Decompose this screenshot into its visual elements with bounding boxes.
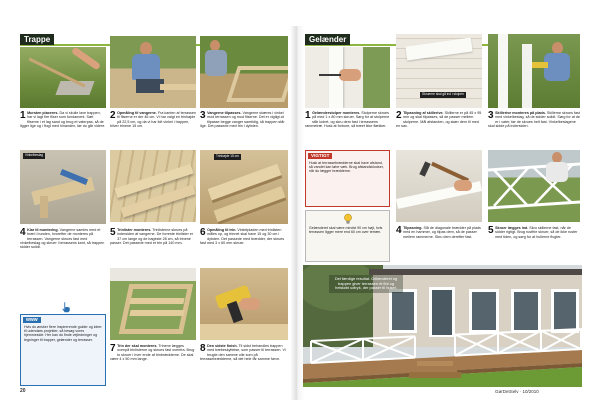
photo-step-3 xyxy=(200,36,288,108)
hand xyxy=(454,180,472,191)
step-title: Mursten placeres. xyxy=(27,111,59,115)
stair-tread xyxy=(129,310,184,316)
step-title: Tilpasning af skillerive. xyxy=(403,111,444,115)
step-number: 6 xyxy=(200,228,206,238)
photo-railing-step-2 xyxy=(396,34,482,108)
cursor-hand-svg xyxy=(60,301,72,313)
www-tag: www xyxy=(23,317,41,323)
step-title: Trin der skal monteres. xyxy=(117,344,158,348)
photo-railing-step-4 xyxy=(396,150,482,222)
www-text: Hvis du ønsker flere inspirerende guider og ideer til udendørs projekter, så besøg vores hjemmeside. Her kan du finde vejledninger og tegninger til trapper, gelænder og terrasser. xyxy=(24,325,102,342)
step-number: 2 xyxy=(396,111,402,121)
cursor-hand-icon xyxy=(60,300,72,312)
photo-finished-terrace xyxy=(303,265,582,387)
step-number: 3 xyxy=(488,111,494,121)
tip-box xyxy=(305,210,390,262)
photo-railing-step-1 xyxy=(305,47,390,108)
lightbulb-svg xyxy=(342,213,354,225)
step-number: 4 xyxy=(20,228,26,238)
caption-step-7 xyxy=(110,344,196,384)
step-body: Til sidst behandles trappen med træbeskyttelse, som passer til terrassen. Vi brugte den samme olie som på terrassebrædderne, så det hele får samme farve. xyxy=(200,344,286,361)
wood-board xyxy=(200,324,288,340)
photo-label: Trinhøjde 15 cm xyxy=(216,154,239,158)
step-title: Vangerne tilpasses. xyxy=(207,111,242,115)
step-number: 5 xyxy=(110,228,116,238)
right-page xyxy=(300,0,600,400)
step-body: Vangerne skæres i vinkel mod terrassen og mod fliserne. Det er vigtigt at tilpasse begge vanger samtidig, så trappen står lige. Det passede med trin i dybden. xyxy=(200,111,285,128)
stair-tread xyxy=(129,298,184,304)
stair-frame xyxy=(119,284,194,334)
step-title: Skillerive monteres på plads. xyxy=(495,111,546,115)
photo-step-1 xyxy=(20,47,106,108)
step-title: Den sidste finish. xyxy=(207,344,238,348)
photo-step-4 xyxy=(20,150,106,224)
step-title: Skruer lægges ind. xyxy=(495,226,529,230)
step-number: 7 xyxy=(110,344,116,354)
step-body: Vinkelpladen med trinlisten måles op, og trinnet skal have 15 og 30 cm i dybden. Det passede med brædder, der skrues fast med 3 x 60 mm skruer. xyxy=(200,228,285,245)
photo-label: Skruerne skal gå ind i stolpen xyxy=(422,92,464,96)
board xyxy=(160,84,196,90)
photo-railing-step-3 xyxy=(488,34,580,108)
caption-railing-step-4 xyxy=(396,226,482,262)
arm xyxy=(71,47,101,71)
step-number: 5 xyxy=(488,226,494,236)
stair-stringer xyxy=(226,66,288,102)
step-title: Klar til montering. xyxy=(27,228,59,232)
step-body: Skillerne skrues fast med vinkelbeslag, så de sidder solidt. Sørg for at de er i vater, før de skrues helt fast. Vinkelbeslagene skal sidde på indersiden. xyxy=(488,111,580,128)
wood-leg xyxy=(40,196,48,218)
white-post xyxy=(522,44,532,108)
step-number: 8 xyxy=(200,344,206,354)
stair-step xyxy=(417,361,453,366)
photo-railing-step-5 xyxy=(488,150,580,222)
step-body: Skillerne er på 45 x 95 mm og skal tilpasses, så de passer mellem stolperne. Mål afstanden, og skær dem til med en sav. xyxy=(396,111,482,128)
hand xyxy=(240,298,260,310)
drill xyxy=(532,62,548,68)
step-title: Opmåling til vangerne. xyxy=(117,111,157,115)
step-body: Da vi skulle lave trappen, har vi lagt fire fliser som fundament. Sæt fliserne i et lag sand og brug et vaterpas, så de ligger lige og i flugt med hinanden, før du går videre. xyxy=(20,111,106,128)
caption-step-6 xyxy=(200,228,288,266)
white-board xyxy=(405,37,472,60)
photo-step-5 xyxy=(110,150,196,222)
section-title: Trappe xyxy=(20,34,54,45)
step-number: 2 xyxy=(110,111,116,121)
white-post xyxy=(498,34,508,108)
step-title: Gelænderstolper monteres. xyxy=(312,111,361,115)
photo-step-2 xyxy=(110,36,196,108)
caption-step-4 xyxy=(20,228,106,266)
step-body: Trinene lægges ovenpå trinlisterne og skrues fast ovenfra. Brug to skruer i hver ende af trinbrædderne. De skal være 4 x 50 mm lange. xyxy=(110,344,195,361)
screwdriver xyxy=(319,74,341,76)
tip-text: Gelænderet skal være mindst 90 cm højt, hvis terrassen ligger mere end 60 cm over terræn. xyxy=(309,226,383,235)
lightbulb-icon xyxy=(342,213,354,225)
step-body: Stolperne skrues på med 1 x 80 mm skruer. Sørg for at stolperne står lodret, og skru dem fast i terrassens rammetræ. Husk at forbore, så træet ikke flækker. xyxy=(305,111,390,128)
step-number: 1 xyxy=(20,111,26,121)
important-text: Husk at terrassebrædderne skal have afstand, så vandet kan løbe væk. Brug afstandsklodser, når du lægger brædderne. xyxy=(309,161,384,174)
photo-step-8 xyxy=(200,268,288,340)
step-body: Slå de diagonale brædder på plads med en hammer, og tilpas dem, så de passer mellem rammerne. Skru dem derefter fast. xyxy=(403,226,481,239)
step-body: Vangerne samles med et bræt i bunden, hvorefter de monteres på terrassen. Vangerne skrues fast med vinkelbeslag og skruer i terrassens kant, så trappen sidder solidt. xyxy=(20,228,105,250)
step-number: 4 xyxy=(396,226,402,236)
caption-step-8 xyxy=(200,344,288,384)
section-title: Gelænder xyxy=(305,34,350,45)
caption-railing-step-2 xyxy=(396,111,482,147)
caption-railing-step-5 xyxy=(488,226,580,262)
photo-step-7 xyxy=(110,268,196,340)
shirt xyxy=(546,162,568,182)
important-heading: VIGTIGT xyxy=(308,153,332,159)
x-railing-svg xyxy=(488,150,580,222)
caption-step-1 xyxy=(20,111,106,147)
photo-label: Vinkelbeslag xyxy=(25,153,44,157)
hammer-head xyxy=(419,161,430,176)
page-number: 20 xyxy=(20,388,26,394)
blue-shirt xyxy=(132,54,160,80)
magazine-footer: GørDetSelv · 10/2010 xyxy=(495,389,539,394)
caption-railing-step-3 xyxy=(488,111,580,147)
final-photo-caption: Det færdige resultat. Gelænderet og trappen giver terrassen et flot og helstøbt udtryk, der passer til huset. xyxy=(329,275,403,293)
www-box xyxy=(20,314,106,386)
step-title: Trinlister monteres. xyxy=(117,228,152,232)
step-body: Skru skillerne fast, når de sidder rigtigt. Brug rustfrie skruer, så de ikke ruster med tiden, og sørg for at hullerne flugter. xyxy=(495,226,578,239)
step-body: Trinlisterne skrues på indersiden af vangerne. De forreste trinlister er 37 cm lange og de bageste 28 cm, så trinene passer. Det passede med et trin på 140 mm. xyxy=(110,228,194,245)
caption-step-2 xyxy=(110,111,196,147)
stair-step xyxy=(409,372,461,378)
page-gutter xyxy=(290,26,304,400)
important-box xyxy=(305,150,390,207)
shirt xyxy=(205,50,227,76)
step-body: Fra kanten af terrassen til fliserne er der 46 cm. Vi har valgt en trinhøjde på 22,5 cm, og da vi har lidt vinkel i trappen, bliver trinene 15 cm. xyxy=(110,111,196,128)
step-number: 3 xyxy=(200,111,206,121)
step-number: 1 xyxy=(305,111,311,121)
step-title: Opmåling til trin. xyxy=(207,228,237,232)
caption-railing-step-1 xyxy=(305,111,390,147)
wooden-stick xyxy=(28,58,85,88)
step-title: Tilpasning. xyxy=(403,226,423,230)
photo-step-6 xyxy=(200,150,288,224)
caption-step-5 xyxy=(110,228,196,266)
hand xyxy=(339,69,361,81)
left-page xyxy=(0,0,297,400)
stair-step xyxy=(413,366,457,372)
caption-step-3 xyxy=(200,111,288,147)
